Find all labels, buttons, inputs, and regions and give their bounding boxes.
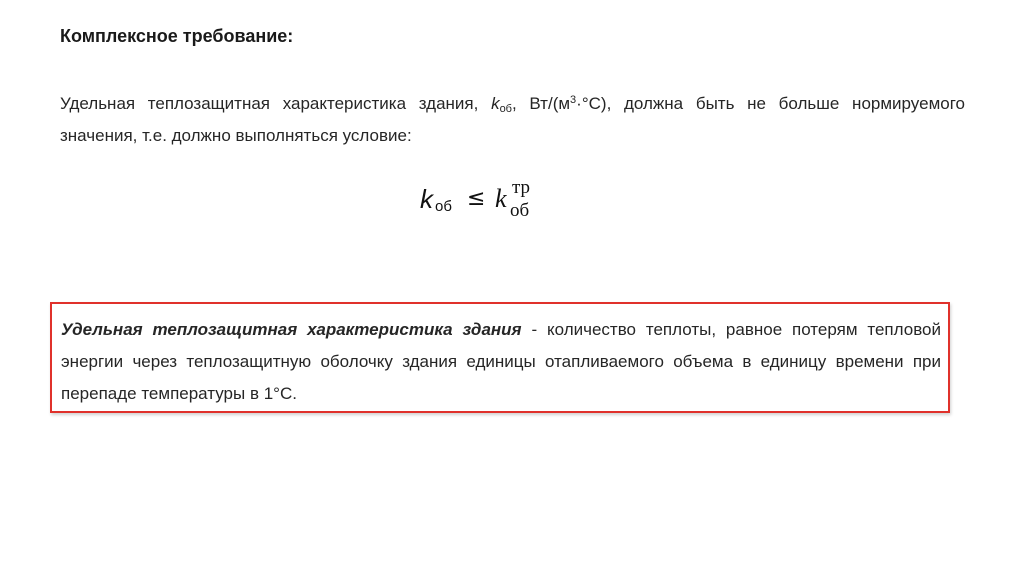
formula-right-superscript: тр: [512, 177, 531, 198]
requirement-paragraph: [60, 88, 965, 152]
definition-text: [61, 314, 941, 410]
paragraph-text-3: ·°С), должна быть не больше нормируемого значения, т.е. должно выполняться условие:: [60, 94, 965, 145]
k-subscript: об: [499, 103, 512, 115]
formula-right-symbol: k: [495, 184, 507, 213]
slide-heading: Комплексное требование:: [60, 26, 294, 46]
condition-formula: [420, 177, 580, 228]
formula-left-subscript: об: [435, 198, 452, 215]
formula-right-subscript: об: [510, 200, 530, 221]
paragraph-text-1: Удельная теплозащитная характеристика здания,: [60, 94, 492, 113]
formula-left-symbol: k: [420, 184, 433, 214]
definition-box: [50, 302, 950, 413]
definition-body: - количество теплоты, равное потерям тепловой энергии через теплозащитную оболочку здания единицы отапливаемого объема в единицу времени при перепаде температуры в 1°С.: [61, 320, 941, 403]
k-symbol: k: [491, 94, 500, 113]
definition-term: Удельная теплозащитная характеристика здания: [61, 320, 522, 339]
formula-operator: ≤: [467, 186, 486, 211]
unit-superscript: 3: [570, 94, 577, 106]
paragraph-text-2: , Вт/(м: [511, 94, 571, 113]
